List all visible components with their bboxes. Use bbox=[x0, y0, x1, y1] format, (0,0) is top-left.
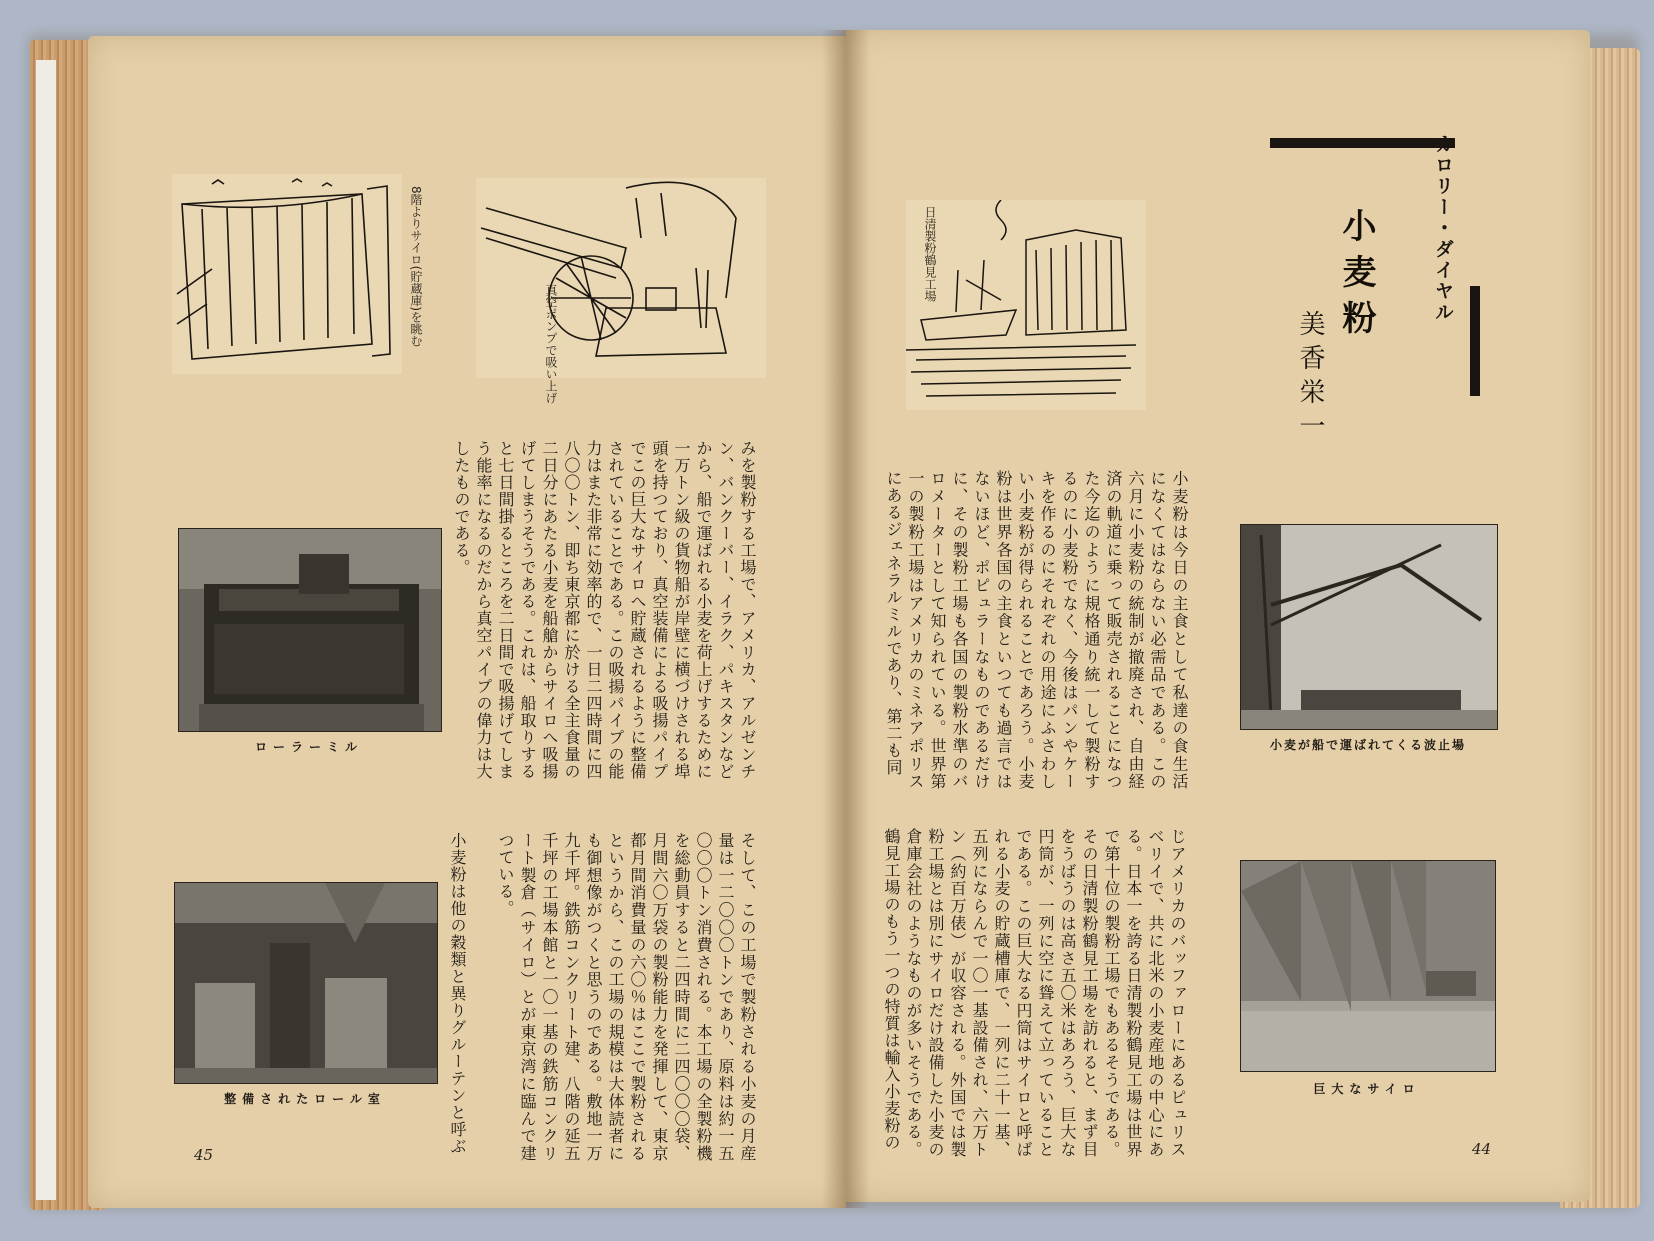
pump-sketch-note: 真空ポンプで吸い上げ bbox=[544, 284, 558, 404]
pump-sketch-drawing bbox=[476, 178, 766, 378]
port-sketch-note: 日清製粉鶴見工場 bbox=[923, 206, 937, 302]
wharf-caption: 小麦が船で運ばれてくる波止場 bbox=[1269, 738, 1466, 752]
left-page-last-column: 小麦粉は他の穀類と異りグルーテンと呼ぶ bbox=[448, 832, 467, 1155]
left-page bbox=[88, 36, 846, 1208]
wharf-photo bbox=[1240, 524, 1498, 730]
port-sketch-drawing bbox=[906, 200, 1146, 410]
left-page-number: 45 bbox=[194, 1146, 214, 1164]
article-title: 小麦粉 bbox=[1336, 208, 1376, 346]
roll-room-photo bbox=[174, 882, 438, 1084]
silo-caption: 巨大なサイロ bbox=[1313, 1082, 1421, 1096]
wharf-image bbox=[1241, 525, 1497, 729]
left-page-upper-text: みを製粉する工場で、アメリカ、アルゼンチン、バンクーバー、イラク、パキスタンなどから、船で運ばれる小麦を荷上げするために一万トン級の貨物船が岸壁に横づけされる埠頭を持つており、真空装備による吸揚パイプでこの巨大なサイロへ貯蔵されるように整備されていることである。この吸揚パイプの能力はまた非常に効率的で、一日二四時間に四八〇〇トン、即ち東京都に於ける全主食量の二日分にあたる小麦を船艙からサイロへ吸揚げてしまうそうである。これは、船取りすると七日間掛るところを二日間で吸揚げてしまう能率になるのだから真空パイプの偉力は大したものである。 bbox=[452, 440, 757, 780]
article-author: 美香栄一 bbox=[1295, 310, 1325, 446]
book-gutter bbox=[822, 30, 870, 1208]
right-page-number: 44 bbox=[1472, 1140, 1492, 1158]
port-sketch bbox=[906, 200, 1146, 410]
silo-sketch-note: 8階よりサイロ(貯蔵庫)を眺む bbox=[409, 186, 423, 347]
right-page-upper-text: 小麦粉は今日の主食として私達の食生活になくてはならない必需品である。この六月に小麦粉の統制が撤廃され、自由経済の軌道に乗って販売されることになつた今迄のように規格通り統一して製粉するのに小麦粉でなく、今後はパンやケーキを作るのにそれぞれの用途にふさわしい小麦粉が得られることであろう。小麦粉は世界各国の主食といつても過言ではないほど、ポピュラーなものであるだけに、その製粉工場も各国の製粉水準のバロメーターとして知られている。世界第一の製粉工場はアメリカのミネアポリスにあるジェネラルミルであり、第二も同 bbox=[884, 470, 1189, 790]
silo-photo bbox=[1240, 860, 1496, 1072]
roll-room-image bbox=[175, 883, 437, 1083]
right-page bbox=[846, 30, 1590, 1202]
loose-white-sheet bbox=[36, 60, 56, 1200]
roller-mill-image bbox=[179, 529, 441, 731]
silo-image bbox=[1241, 861, 1495, 1071]
roller-mill-caption: ローラーミル bbox=[254, 740, 363, 754]
silo-sketch-drawing bbox=[172, 174, 402, 374]
series-label: カロリー・ダイヤル bbox=[1432, 134, 1454, 323]
roller-mill-photo bbox=[178, 528, 442, 732]
left-page-lower-text: そして、この工場で製粉される小麦の月産量は一二〇〇〇トンであり、原料は約一五〇〇〇トン消費される。本工場の全製粉機を総動員すると二四時間に二四〇〇〇袋、月間六〇万袋の製粉能力を発揮して、東京都月間消費量の六〇％はここで製粉されるというから、この工場の規模は大体読者にも御想像がつくと思うのである。敷地一万九千坪。鉄筋コンクリート建、八階の延五千坪の工場本館と一〇一基の鉄筋コンクリート製倉（サイロ）とが東京湾に臨んで建つている。 bbox=[496, 832, 757, 1162]
right-page-lower-text: じアメリカのバッファローにあるピュリスベリイで、共に北米の小麦産地の中心にある。日本一を誇る日清製粉鶴見工場は世界で第十位の製粉工場でもあるそうである。その日清製粉鶴見工場を訪れると、まず目をうばうのは高さ五〇米はあろう、巨大な円筒が、一列に空に聳えて立っていることである。この巨大なる円筒はサイロと呼ばれる小麦の貯蔵槽庫で、一列に二十一基、五列にならんで一〇一基設備され、六万トン（約百万俵）が収容される。外国では製粉工場とは別にサイロだけ設備した小麦の倉庫会社のようなものが多いそうである。鶴見工場のもう一つの特質は輸入小麦粉の bbox=[882, 828, 1187, 1158]
pump-sketch bbox=[476, 178, 766, 378]
silo-sketch bbox=[172, 174, 402, 374]
roll-room-caption: 整備されたロール室 bbox=[224, 1092, 386, 1106]
